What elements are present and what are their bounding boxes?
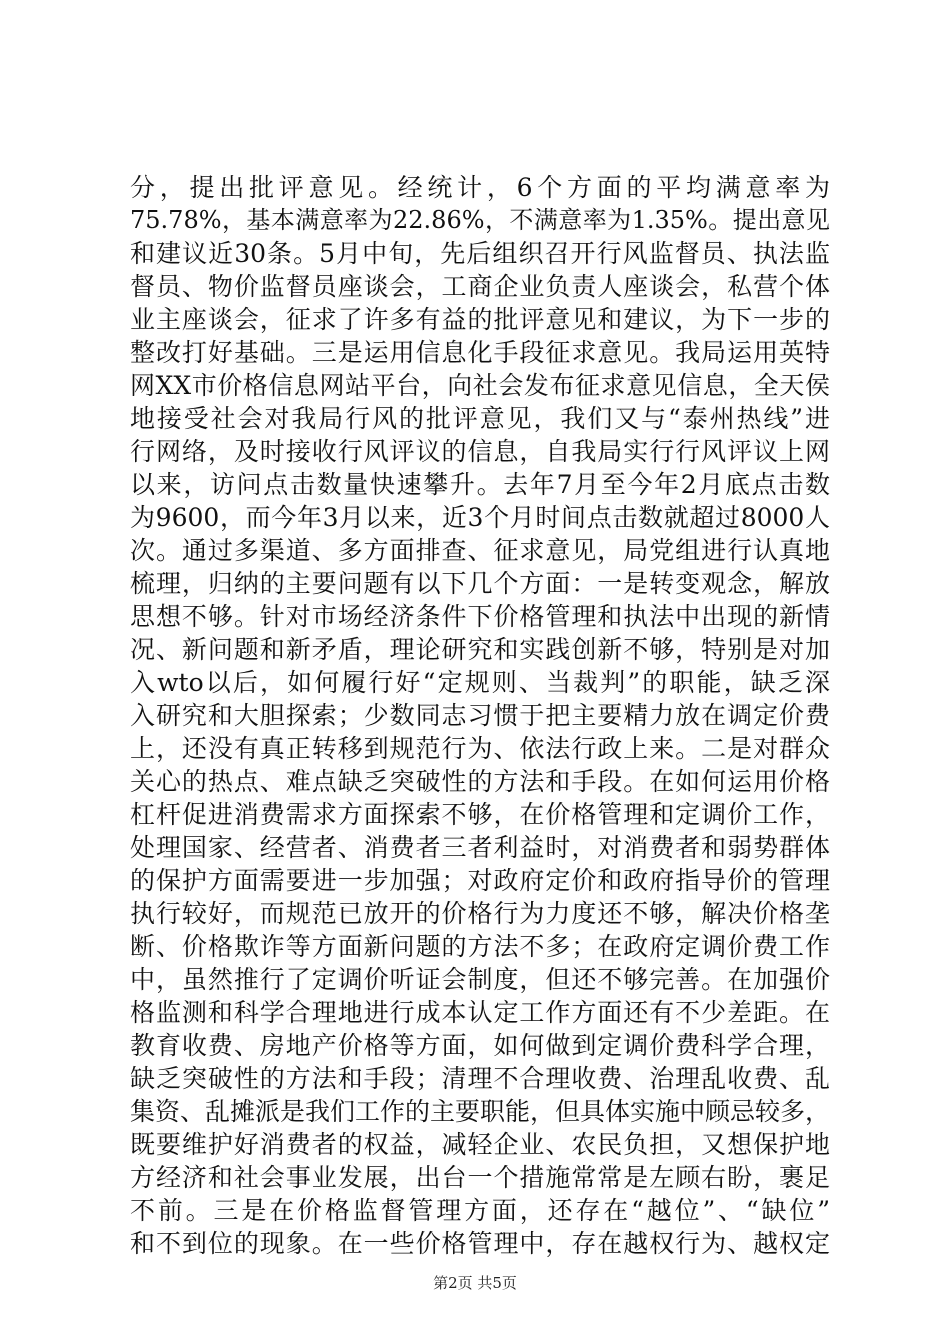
text-line: 业主座谈会，征求了许多有益的批评意见和建议，为下一步的 [130,305,830,334]
text-line: 不前。三是在价格监督管理方面，还存在“越位”、“缺位” [130,1196,830,1225]
text-line: 为9600，而今年3月以来，近3个月时间点击数就超过8000人 [130,503,830,532]
text-line: 断、价格欺诈等方面新问题的方法不多；在政府定调价费工作 [130,932,830,961]
text-line: 以来，访问点击数量快速攀升。去年7月至今年2月底点击数 [130,470,830,499]
text-line: 方经济和社会事业发展，出台一个措施常常是左顾右盼，裹足 [130,1163,830,1192]
text-line: 行网络，及时接收行风评议的信息，自我局实行行风评议上网 [130,437,830,466]
text-line: 关心的热点、难点缺乏突破性的方法和手段。在如何运用价格 [130,767,830,796]
page-footer: 第2页 共5页 [433,1274,517,1292]
text-line: 思想不够。针对市场经济条件下价格管理和执法中出现的新情 [130,602,830,631]
text-line: 教育收费、房地产价格等方面，如何做到定调价费科学合理， [130,1031,830,1060]
text-line: 杠杆促进消费需求方面探索不够，在价格管理和定调价工作， [130,800,830,829]
text-line: 梳理，归纳的主要问题有以下几个方面：一是转变观念，解放 [130,569,830,598]
text-line: 分，提出批评意见。经统计，6个方面的平均满意率为 [130,173,830,202]
text-line: 入wto以后，如何履行好“定规则、当裁判”的职能，缺乏深 [130,668,830,697]
text-line: 和不到位的现象。在一些价格管理中，存在越权行为、越权定 [130,1229,830,1258]
text-line: 和建议近30条。5月中旬，先后组织召开行风监督员、执法监 [130,239,830,268]
text-line: 上，还没有真正转移到规范行为、依法行政上来。二是对群众 [130,734,830,763]
text-line: 格监测和科学合理地进行成本认定工作方面还有不少差距。在 [130,998,830,1027]
text-line: 处理国家、经营者、消费者三者利益时，对消费者和弱势群体 [130,833,830,862]
text-line: 75.78%，基本满意率为22.86%，不满意率为1.35%。提出意见 [130,206,830,234]
body-paragraph [130,171,830,1260]
text-line: 地接受社会对我局行风的批评意见，我们又与“泰州热线”进 [130,404,830,433]
text-line: 网XX市价格信息网站平台，向社会发布征求意见信息，全天侯 [130,371,830,400]
text-line: 次。通过多渠道、多方面排查、征求意见，局党组进行认真地 [130,536,830,565]
text-line: 中，虽然推行了定调价听证会制度，但还不够完善。在加强价 [130,965,830,994]
text-line: 既要维护好消费者的权益，减轻企业、农民负担，又想保护地 [130,1130,830,1159]
text-line: 整改打好基础。三是运用信息化手段征求意见。我局运用英特 [130,338,830,367]
text-line: 执行较好，而规范已放开的价格行为力度还不够，解决价格垄 [130,899,830,928]
text-line: 集资、乱摊派是我们工作的主要职能，但具体实施中顾忌较多， [130,1097,830,1126]
text-line: 缺乏突破性的方法和手段；清理不合理收费、治理乱收费、乱 [130,1064,830,1093]
text-line: 督员、物价监督员座谈会，工商企业负责人座谈会，私营个体 [130,272,830,301]
text-line: 入研究和大胆探索；少数同志习惯于把主要精力放在调定价费 [130,701,830,730]
text-line: 的保护方面需要进一步加强；对政府定价和政府指导价的管理 [130,866,830,895]
text-line: 况、新问题和新矛盾，理论研究和实践创新不够，特别是对加 [130,635,830,664]
